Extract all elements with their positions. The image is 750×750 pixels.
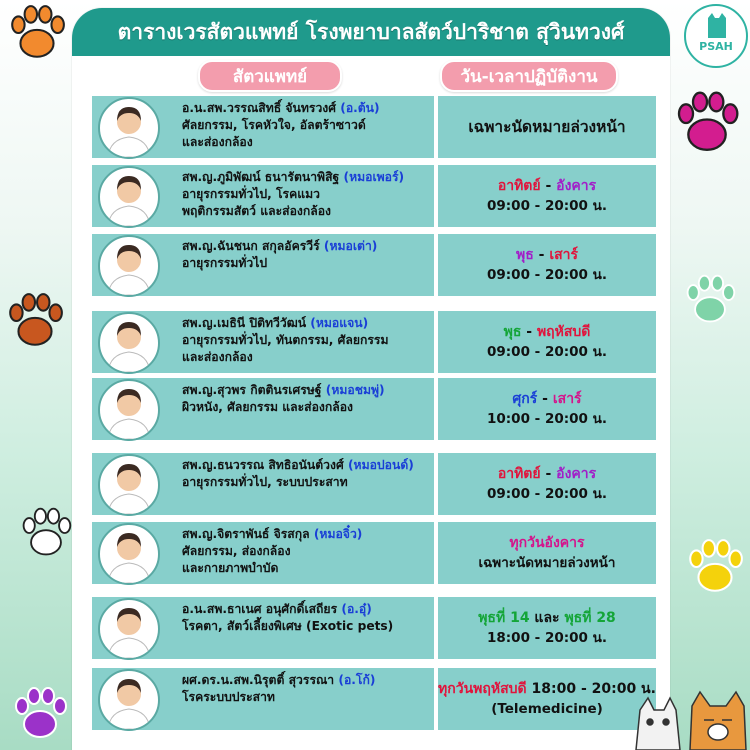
schedule-day-start: พุธ — [503, 324, 522, 340]
doctor-specialty-line: อายุรกรรมทั่วไป — [182, 256, 268, 270]
magenta-paw-icon — [672, 88, 742, 158]
doctor-photo — [98, 379, 160, 441]
doctor-photo — [98, 454, 160, 516]
schedule-day-end: พุธที่ 28 — [564, 610, 616, 626]
doctor-specialty-line: อายุรกรรมทั่วไป, ระบบประสาท — [182, 475, 348, 489]
schedule-day-start: ศุกร์ — [512, 391, 538, 407]
schedule-days — [498, 176, 596, 196]
schedule-day-end: เสาร์ — [552, 391, 582, 407]
doctor-cell — [92, 234, 434, 296]
white-paw-icon — [18, 505, 74, 561]
doctor-info — [182, 169, 432, 220]
page-title: ตารางเวรสัตวแพทย์ โรงพยาบาลสัตว์ปาริชาต สุวินทวงศ์ — [117, 19, 625, 44]
schedule-day-separator: - — [521, 324, 537, 340]
doctor-cell — [92, 96, 434, 158]
schedule-cell — [438, 311, 656, 373]
doctor-specialty-line: อายุรกรรมทั่วไป, โรคแมว — [182, 187, 320, 201]
doctor-name: อ.น.สพ.วรรณสิทธิ์ จันทรวงศ์ — [182, 101, 336, 115]
schedule-cell — [438, 453, 656, 515]
doctor-specialty-line: โรคระบบประสาท — [182, 690, 275, 704]
schedule-cell — [438, 165, 656, 227]
doctor-info — [182, 382, 432, 416]
person-icon — [100, 671, 158, 729]
doctor-photo — [98, 312, 160, 374]
doctor-info — [182, 672, 432, 706]
doctor-info — [182, 526, 432, 577]
schedule-day-end: อังคาร — [556, 466, 597, 482]
doctor-row — [92, 668, 656, 730]
person-icon — [100, 600, 158, 658]
schedule-days — [504, 322, 591, 342]
doctor-name: สพ.ญ.สุวพร กิตตินรเศรษฐ์ — [182, 383, 322, 397]
purple-paw-icon — [10, 684, 70, 744]
schedule-day-start: ทุกวันอังคาร — [509, 535, 585, 551]
doctor-column-header: สัตวแพทย์ — [198, 60, 342, 92]
doctor-name: สพ.ญ.ภูมิพัฒน์ ธนารัตนาพิสิฐ — [182, 170, 340, 184]
doctor-specialty-line: ผิวหนัง, ศัลยกรรม และส่องกล้อง — [182, 400, 353, 414]
doctor-specialty-line: ศัลยกรรม, โรคหัวใจ, อัลตร้าซาวด์ — [182, 118, 366, 132]
doctor-nickname: (อ.อุ๋) — [341, 602, 372, 616]
doctor-name-line — [182, 526, 432, 543]
doctor-specialty-line: ศัลยกรรม, ส่องกล้อง — [182, 544, 291, 558]
doctor-nickname: (หมอชมพู่) — [325, 383, 385, 397]
doctor-cell — [92, 165, 434, 227]
doctor-nickname: (หมอจิ๋ว) — [313, 527, 363, 541]
schedule-time: 09:00 - 20:00 น. — [486, 344, 607, 360]
schedule-day-separator: - — [540, 178, 557, 194]
doctor-name: สพ.ญ.ฉันชนก สกุลอัครวีร์ — [182, 239, 320, 253]
doctor-photo — [98, 669, 160, 731]
doctor-info — [182, 238, 432, 272]
person-icon — [100, 168, 158, 226]
brown-paw-icon — [4, 290, 66, 352]
schedule-column-header: วัน-เวลาปฏิบัติงาน — [440, 60, 618, 92]
schedule-time: 09:00 - 20:00 น. — [486, 267, 607, 283]
doctor-photo — [98, 235, 160, 297]
schedule-note: เฉพาะนัดหมายล่วงหน้า — [478, 555, 616, 571]
doctor-name-line — [182, 601, 432, 618]
doctor-cell — [92, 311, 434, 373]
doctor-nickname: (หมอแจน) — [310, 316, 369, 330]
doctor-specialty-line: พฤติกรรมสัตว์ และส่องกล้อง — [182, 204, 331, 218]
doctor-row — [92, 96, 656, 158]
doctor-name-line — [182, 100, 432, 117]
doctor-name: อ.น.สพ.ธาเนศ อนุศักดิ์เสถียร — [182, 602, 338, 616]
schedule-day-end: เสาร์ — [549, 247, 579, 263]
doctor-nickname: (หมอปอนด์) — [347, 458, 414, 472]
schedule-day-start: พุธที่ 14 — [478, 610, 530, 626]
doctor-nickname: (หมอเต่า) — [323, 239, 378, 253]
schedule-cell — [438, 597, 656, 659]
schedule-day-start: อาทิตย์ — [497, 178, 541, 194]
doctor-specialty-line: อายุรกรรมทั่วไป, ทันตกรรม, ศัลยกรรม — [182, 333, 389, 347]
doctor-photo — [98, 97, 160, 159]
schedule-day-separator: - — [537, 391, 553, 407]
doctor-row — [92, 234, 656, 296]
doctor-name-line — [182, 169, 432, 186]
schedule-time: 10:00 - 20:00 น. — [486, 411, 607, 427]
cat-and-dog-illustration — [626, 670, 750, 750]
doctor-nickname: (อ.โก้) — [338, 673, 376, 687]
schedule-cell — [438, 96, 656, 158]
schedule-days — [509, 533, 584, 553]
doctor-name: สพ.ญ.ธนวรรณ สิทธิอนันต์วงศ์ — [182, 458, 344, 472]
doctor-row — [92, 522, 656, 584]
doctor-specialty-line: และส่องกล้อง — [182, 135, 253, 149]
person-icon — [100, 456, 158, 514]
doctor-info — [182, 100, 432, 151]
schedule-cell — [438, 378, 656, 440]
doctor-row — [92, 453, 656, 515]
schedule-note: เฉพาะนัดหมายล่วงหน้า — [468, 118, 626, 136]
logo-text: PSAH — [699, 40, 733, 53]
person-icon — [100, 381, 158, 439]
title-bar — [72, 8, 670, 56]
hospital-logo — [684, 4, 748, 68]
schedule-days — [498, 464, 596, 484]
doctor-specialty-line: และส่องกล้อง — [182, 350, 253, 364]
schedule-cell — [438, 522, 656, 584]
schedule-time: 18:00 - 20:00 น. — [486, 630, 607, 646]
doctor-name-line — [182, 672, 432, 689]
doctor-row — [92, 165, 656, 227]
person-icon — [100, 525, 158, 583]
schedule-time: 18:00 - 20:00 น. — [531, 681, 656, 697]
yellow-paw-icon — [684, 536, 746, 598]
doctor-photo — [98, 598, 160, 660]
doctor-photo — [98, 166, 160, 228]
doctor-cell — [92, 597, 434, 659]
doctor-info — [182, 457, 432, 491]
schedule-day-start: ทุกวันพฤหัสบดี — [438, 681, 527, 697]
doctor-cell — [92, 522, 434, 584]
schedule-cell — [438, 668, 656, 730]
doctor-cell — [92, 668, 434, 730]
schedule-cell — [438, 234, 656, 296]
doctor-row — [92, 378, 656, 440]
schedule-day-separator: - — [533, 247, 550, 263]
doctor-nickname: (อ.ต้น) — [340, 101, 380, 115]
doctor-photo — [98, 523, 160, 585]
schedule-day-end: พฤหัสบดี — [536, 324, 591, 340]
schedule-day-start: อาทิตย์ — [497, 466, 541, 482]
doctor-row — [92, 311, 656, 373]
doctor-specialty-line: โรคตา, สัตว์เลี้ยงพิเศษ (Exotic pets) — [182, 619, 394, 633]
doctor-name-line — [182, 238, 432, 255]
schedule-day-separator: และ — [529, 610, 565, 626]
doctor-nickname: (หมอเพอร์) — [343, 170, 405, 184]
doctor-row — [92, 597, 656, 659]
doctor-name-line — [182, 382, 432, 399]
doctor-cell — [92, 453, 434, 515]
person-icon — [100, 237, 158, 295]
doctor-name: สพ.ญ.จิตราพันธ์ จิรสกุล — [182, 527, 310, 541]
orange-paw-icon — [6, 2, 68, 64]
doctor-name-line — [182, 457, 432, 474]
doctor-info — [182, 315, 432, 366]
doctor-cell — [92, 378, 434, 440]
schedule-time: 09:00 - 20:00 น. — [486, 198, 607, 214]
schedule-day-separator: - — [540, 466, 557, 482]
schedule-days — [478, 608, 616, 628]
person-icon — [100, 314, 158, 372]
schedule-days — [438, 679, 656, 699]
green-paw-icon — [682, 272, 738, 328]
schedule-time: 09:00 - 20:00 น. — [486, 486, 607, 502]
schedule-days — [516, 245, 578, 265]
schedule-days — [512, 389, 581, 409]
person-icon — [100, 99, 158, 157]
schedule-note: (Telemedicine) — [491, 701, 603, 717]
doctor-info — [182, 601, 432, 635]
doctor-name: สพ.ญ.เมธินี ปิติทวีวัฒน์ — [182, 316, 307, 330]
schedule-day-end: อังคาร — [556, 178, 597, 194]
doctor-specialty-line: และกายภาพบำบัด — [182, 561, 279, 575]
schedule-day-start: พุธ — [515, 247, 534, 263]
doctor-name: ผศ.ดร.น.สพ.นิรุตติ์ สุวรรณา — [182, 673, 335, 687]
doctor-name-line — [182, 315, 432, 332]
